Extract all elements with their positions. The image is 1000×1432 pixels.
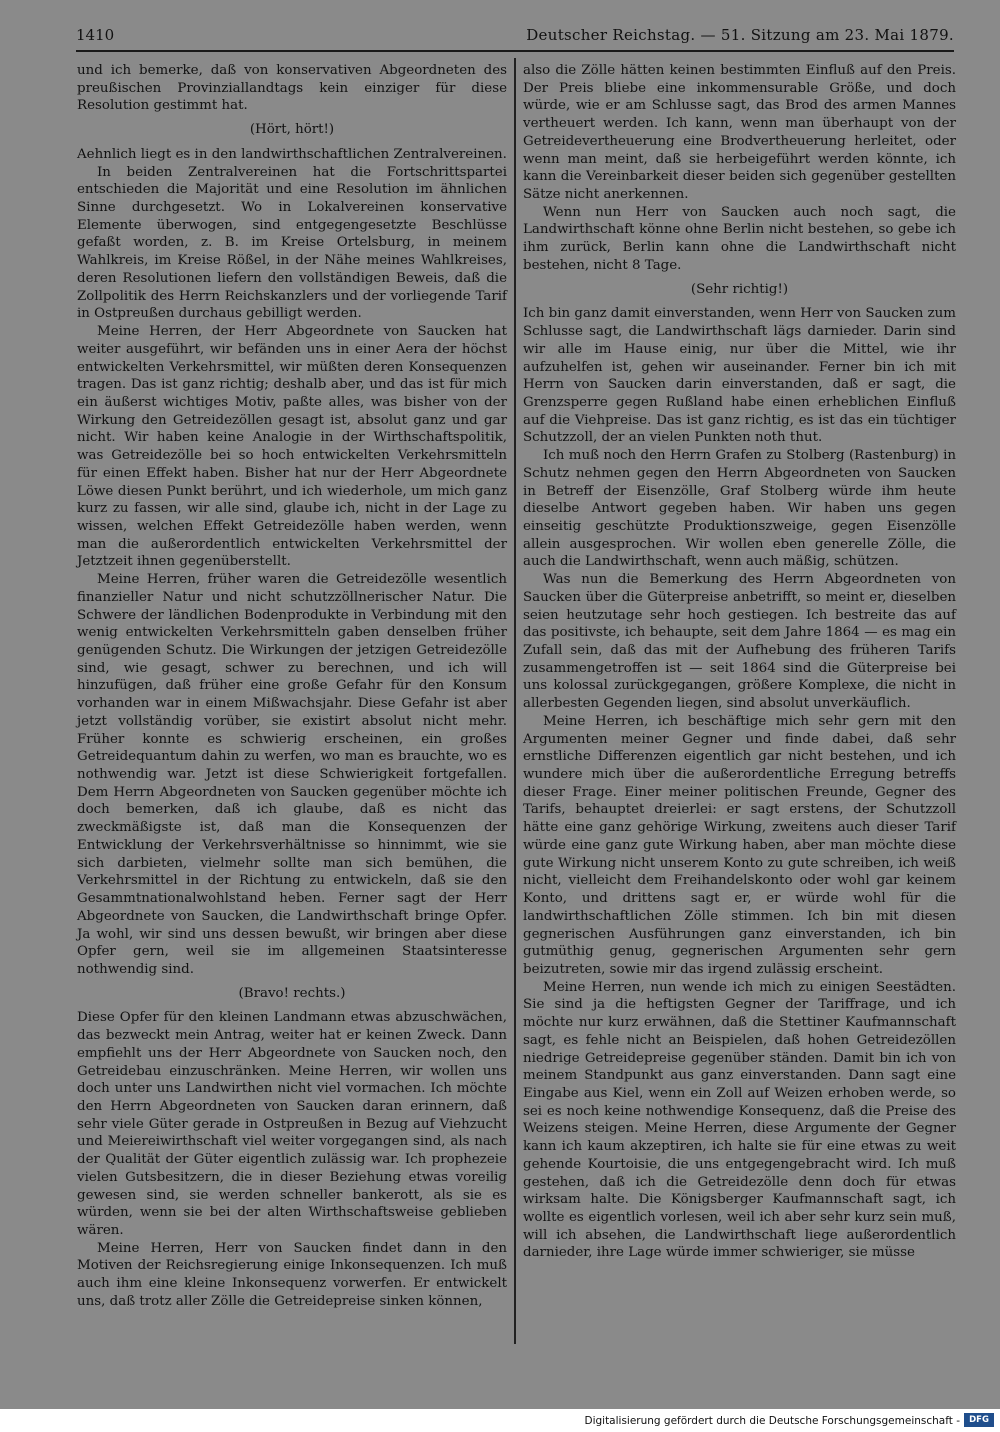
column-divider [514,58,516,1344]
funding-credit: Digitalisierung gefördert durch die Deutsche Forschungsgemeinschaft - [584,1415,960,1427]
footer [0,1409,1000,1432]
dfg-logo: DFG [964,1413,994,1427]
paragraph: Meine Herren, ich beschäftige mich sehr gern mit den Argumenten meiner Gegner und finde dabei, daß sehr ernstliche Differenzen eigentlich gar nicht bestehen, und ich wundere mich über die außerordentliche Erregung betreffs dieser Frage. Einer meiner politischen Freunde, Gegner des Tarifs, behauptet dreierlei: er sagt erstens, der Schutzzoll hätte eine ganz gehörige Wirkung, zweitens auch dieser Tarif würde eine ganz gute Wirkung haben, aber man möchte diese gute Wirkung nicht unserem Konto zu gute schreiben, ich weiß nicht, vielleicht dem Freihandelskonto oder wohl gar keinem Konto, und drittens sagt er, er würde wohl für die landwirthschaftlichen Zölle stimmen. Ich bin mit diesen gegnerischen Ausführungen ganz einverstanden, ich bin gutmüthig genug, gegnerischen Argumenten sehr gern beizutreten, sowie mir das irgend zulässig erscheint. [523,713,956,977]
page-header [76,24,954,48]
paragraph: also die Zölle hätten keinen bestimmten Einfluß auf den Preis. Der Preis bliebe eine inkommensurable Größe, und doch würde, wie er am Schlusse sagt, das Brod des armen Mannes vertheuert werden. Ich kann, wenn man überhaupt von der Getreidevertheuerung eine Brodvertheuerung herleitet, oder wenn man meint, daß sie herbeigeführt werden könnte, ich kann die Vereinbarkeit dieser beiden sich gegenüber gestellten Sätze nicht anerkennen. [523,63,956,203]
paragraph: Meine Herren, Herr von Saucken findet dann in den Motiven der Reichsregierung einige Inkonsequenzen. Ich muß auch ihm eine kleine Inkonsequenz vorwerfen. Er entwickelt uns, daß trotz aller Zölle die Getreidepreise sinken können, [77,1240,507,1309]
paragraph: Meine Herren, früher waren die Getreidezölle wesentlich finanzieller Natur und nicht schutzzöllnerischer Natur. Die Schwere der ländlichen Bodenprodukte in Verbindung mit den wenig entwickelten Verkehrsmitteln gaben denselben früher genügenden Schutz. Die Wirkungen der jetzigen Getreidezölle sind, wie gesagt, schwer zu berechnen, und ich will hinzufügen, daß früher eine große Gefahr für den Konsum vorhanden war in einem Mißwachsjahr. Diese Gefahr ist aber jetzt vollständig vorüber, sie existirt absolut nicht mehr. Früher konnte es schwierig erscheinen, ein großes Getreidequantum dahin zu werfen, wo man es brauchte, wo es nothwendig war. Jetzt ist diese Schwierigkeit fortgefallen. Dem Herrn Abgeordneten von Saucken gegenüber möchte ich doch bemerken, daß ich glaube, daß es nicht das zweckmäßigste ist, daß man die Konsequenzen der Entwicklung der Verkehrsverhältnisse so hinnimmt, wie sie sich darbieten, vielmehr sollte man sich bemühen, die Verkehrsmittel in der Richtung zu entwickeln, daß sie den Gesammtnationalwohlstand heben. Ferner sagt der Herr Abgeordnete von Saucken, die Landwirthschaft bringe Opfer. Ja wohl, wir sind uns dessen bewußt, wir bringen aber diese Opfer gern, weil sie im allgemeinen Staatsinteresse nothwendig sind. [77,572,507,977]
paragraph: In beiden Zentralvereinen hat die Fortschrittspartei entschieden die Majorität und eine Resolution im ähnlichen Sinne durchgesetzt. Wo in Lokalvereinen konservative Elemente überwogen, sind entgegengesetzte Beschlüsse gefaßt worden, z. B. im Kreise Ortelsburg, in meinem Wahlkreis, im Kreise Rößel, in der Nähe meines Wahlkreises, deren Resolutionen liefern den vollständigen Beweis, daß die Zollpolitik des Herrn Reichskanzlers und der vorliegende Tarif in Ostpreußen durchaus gebilligt werden. [77,164,507,322]
paragraph: Meine Herren, der Herr Abgeordnete von Saucken hat weiter ausgeführt, wir befänden uns in einer Aera der höchst entwickelten Verkehrsmittel, wir müßten deren Konsequenzen tragen. Das ist ganz richtig; deshalb aber, und das ist für mich ein äußerst wichtiges Motiv, paßte alles, was bisher von der Wirkung den Getreidezöllen gesagt ist, absolut ganz und gar nicht. Wir haben keine Analogie in der Wirthschaftspolitik, was Getreidezölle bei so hoch entwickelten Verkehrsmitteln für einen Effekt haben. Bisher hat nur der Herr Abgeordnete Löwe diesen Punkt berührt, und ich wiederhole, um mich ganz kurz zu fassen, wir alle sind, glaube ich, nicht in der Lage zu wissen, welchen Effekt Getreidezölle haben werden, wenn man die außerordentlich entwickelten Verkehrsmittel der Jetztzeit ihnen gegenüberstellt. [77,324,507,570]
right-column [523,62,956,1332]
paragraph: Was nun die Bemerkung des Herrn Abgeordneten von Saucken über die Güterpreise anbetrifft, so meint er, dieselben seien heutzutage sehr hoch gestiegen. Ich bestreite das auf das positivste, ich behaupte, seit dem Jahre 1864 — es mag ein Zufall sein, daß das mit der Aufhebung des früheren Tarifs zusammengetroffen ist — seit 1864 sind die Güterpreise bei uns kolossal zurückgegangen, größere Komplexe, die nicht in allerbesten Gegenden liegen, sind absolut unverkäuflich. [523,572,956,712]
left-column [77,62,507,1352]
paragraph: Meine Herren, nun wende ich mich zu einigen Seestädten. Sie sind ja die heftigsten Gegner der Tariffrage, und ich möchte nur kurz erwähnen, daß die Stettiner Kaufmannschaft sagt, es fehle nicht an Beispielen, daß hohen Getreidezöllen niedrige Getreidepreise gegenüber ständen. Damit bin ich von meinem Standpunkt aus ganz einverstanden. Dann sagt eine Eingabe aus Kiel, wenn ein Zoll auf Weizen erhoben werde, so sei es noch keine nothwendige Konsequenz, daß die Preise des Weizens steigen. Meine Herren, diese Argumente der Gegner kann ich kaum akzeptiren, ich halte sie für eine etwas zu weit gehende Kourtoisie, die uns entgegengebracht wird. Ich muß gestehen, daß ich die Getreidezölle denn doch für etwas wirksam halte. Die Königsberger Kaufmannschaft sagt, ich wollte es eigentlich vorlesen, weil ich aber sehr kurz sein muß, will ich absehen, die Landwirthschaft liege außerordentlich darnieder, ihre Lage würde immer schwieriger, sie müsse [523,979,956,1261]
paragraph: Aehnlich liegt es in den landwirthschaftlichen Zentralvereinen. [77,146,507,162]
paragraph: Ich bin ganz damit einverstanden, wenn Herr von Saucken zum Schlusse sagt, die Landwirthschaft lägs darnieder. Darin sind wir alle im Hause einig, nur über die Mittel, wie ihr aufzuhelfen ist, gehen wir auseinander. Ferner bin ich mit Herrn von Saucken darin einverstanden, daß er sagt, die Grenzsperre gegen Rußland habe einen erheblichen Einfluß auf die Viehpreise. Das ist ganz richtig, es ist das ein tüchtiger Schutzzoll, der an vielen Punkten noth thut. [523,306,956,446]
interjection: (Bravo! rechts.) [238,985,346,1001]
page-number: 1410 [76,26,115,44]
running-head: Deutscher Reichstag. — 51. Sitzung am 23. Mai 1879. [526,26,954,44]
header-rule [76,50,954,52]
paragraph: Wenn nun Herr von Saucken auch noch sagt, die Landwirthschaft könne ohne Berlin nicht bestehen, so gebe ich ihm zurück, Berlin kann ohne die Landwirthschaft nicht bestehen, nicht 8 Tage. [523,204,956,273]
paragraph: und ich bemerke, daß von konservativen Abgeordneten des preußischen Provinziallandtags kein einziger für diese Resolution gestimmt hat. [77,63,507,114]
paragraph: Ich muß noch den Herrn Grafen zu Stolberg (Rastenburg) in Schutz nehmen gegen den Herrn Abgeordneten von Saucken in Betreff der Eisenzölle, Graf Stolberg würde ihm heute dieselbe Antwort gegeben haben. Wir haben uns gegen einseitig geschützte Produktionszweige, gegen Eisenzölle allein ausgesprochen. Wir wollen eben generelle Zölle, die auch die Landwirthschaft, wenn auch mäßig, schützen. [523,448,956,570]
interjection: (Hört, hört!) [249,122,335,138]
interjection: (Sehr richtig!) [690,281,789,297]
paragraph: Diese Opfer für den kleinen Landmann etwas abzuschwächen, das bezweckt mein Antrag, weiter hat er keinen Zweck. Dann empfiehlt uns der Herr Abgeordnete von Saucken noch, den Getreidebau einzuschränken. Meine Herren, wir wollen uns doch unter uns Landwirthen nicht viel vormachen. Ich möchte den Herrn Abgeordneten von Saucken daran erinnern, daß sehr viele Güter gerade in Ostpreußen in Bezug auf Viehzucht und Meiereiwirthschaft viel weiter vorgegangen sind, als nach der Qualität der Güter eigentlich zulässig war. Ich prophezeie vielen Gutsbesitzern, die in dieser Beziehung etwas voreilig gewesen sind, sie werden schneller bankerott, als sie es würden, wenn sie bei der alten Wirthschaftsweise geblieben wären. [77,1010,507,1238]
